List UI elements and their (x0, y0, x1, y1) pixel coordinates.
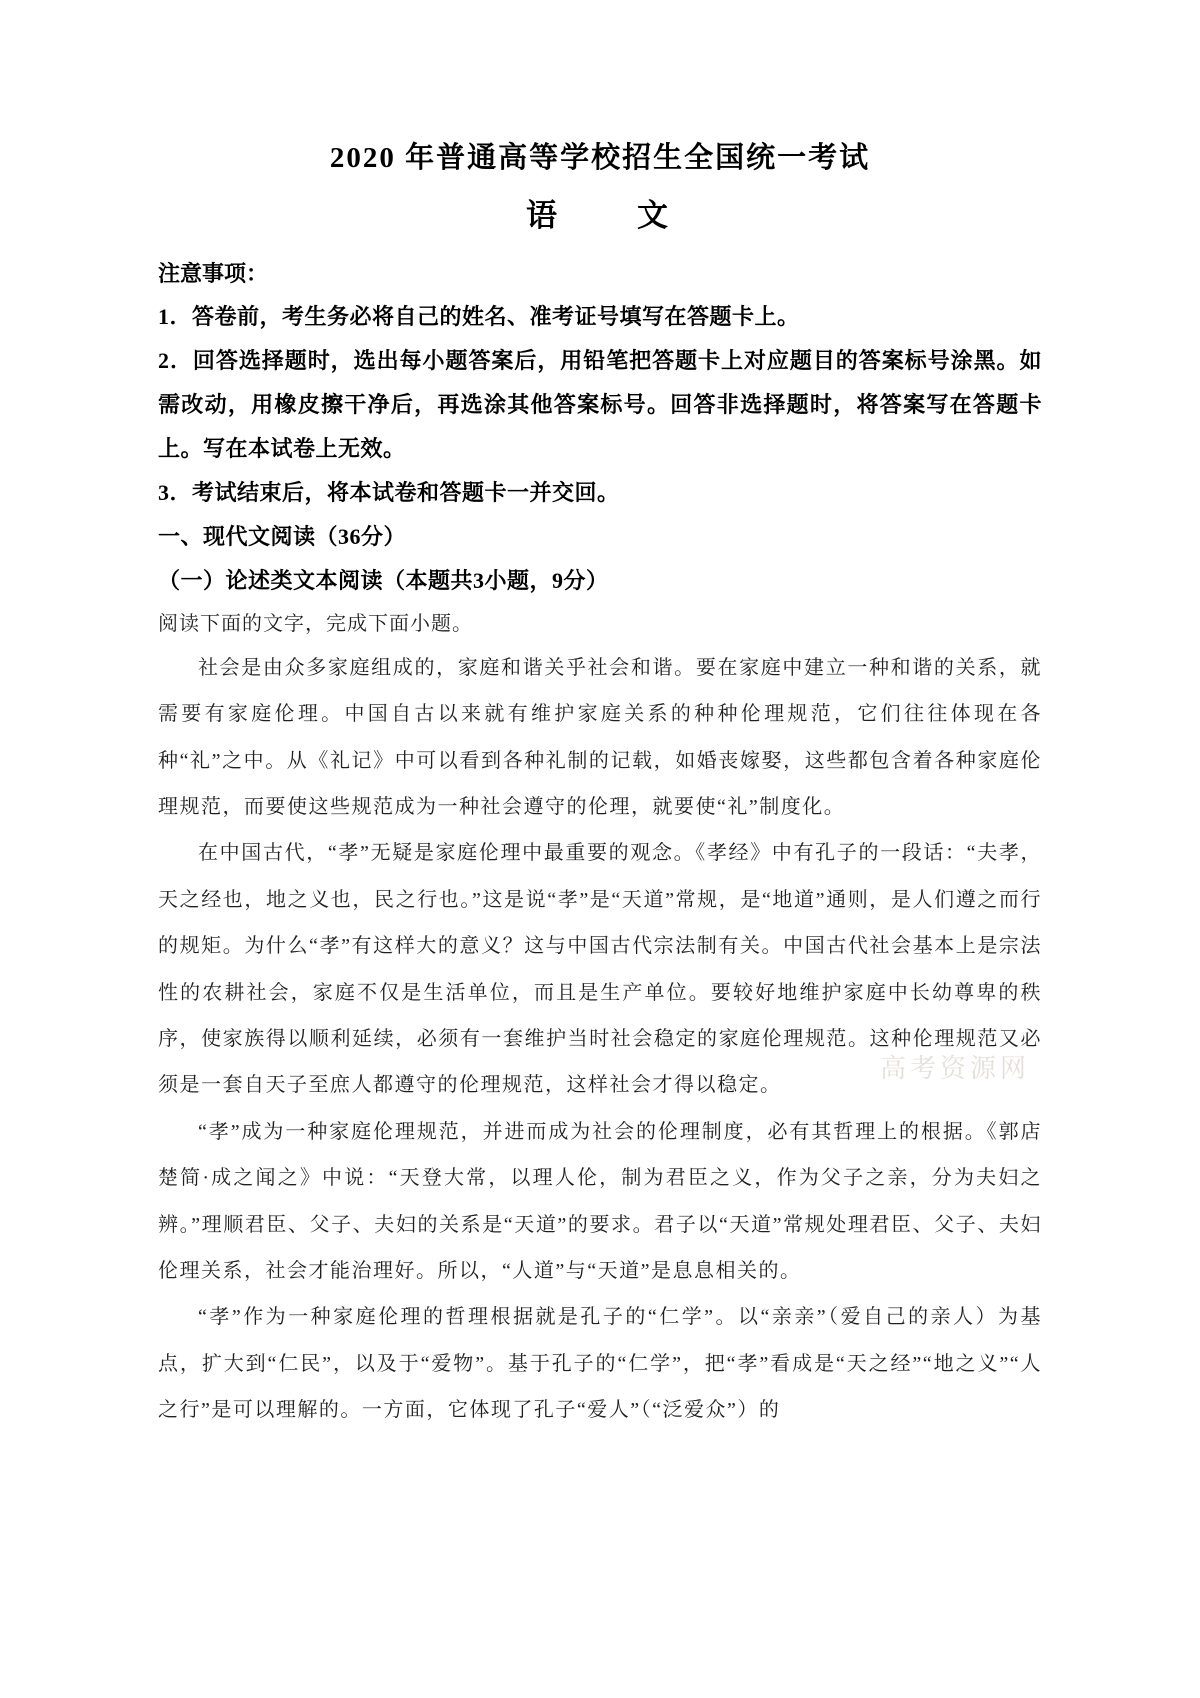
passage-paragraph-4: “孝”作为一种家庭伦理的哲理根据就是孔子的“仁学”。以“亲亲”（爱自己的亲人）为基点，扩大到“仁民”，以及于“爱物”。基于孔子的“仁学”，把“孝”看成是“天之经”“地之义”“人之行”是可以理解的。一方面，它体现了孔子“爱人”（“泛爱众”）的 (158, 1306, 1042, 1422)
passage-paragraph-2: 在中国古代，“孝”无疑是家庭伦理中最重要的观念。《孝经》中有孔子的一段话：“夫孝，天之经也，地之义也，民之行也。”这是说“孝”是“天道”常规，是“地道”通则，是人们遵之而行的规矩。为什么“孝”有这样大的意义？这与中国古代宗法制有关。中国古代社会基本上是宗法性的农耕社会，家庭不仅是生活单位，而且是生产单位。要较好地维护家庭中长幼尊卑的秩序，使家族得以顺利延续，必须有一套维护当时社会稳定的家庭伦理规范。这种伦理规范又必须是一套自天子至庶人都遵守的伦理规范，这样社会才得以稳定。 (158, 842, 1042, 1097)
reading-instruction: 阅读下面的文字，完成下面小题。 (158, 612, 473, 635)
passage-paragraph-3: “孝”成为一种家庭伦理规范，并进而成为社会的伦理制度，必有其哲理上的根据。《郭店楚简·成之闻之》中说：“天登大常，以理人伦，制为君臣之义，作为父子之亲，分为夫妇之辨。”理顺君臣、父子、夫妇的关系是“天道”的要求。君子以“天道”常规处理君臣、父子、夫妇伦理关系，社会才能治理好。所以，“人道”与“天道”是息息相关的。 (158, 1120, 1042, 1282)
passage-paragraph-1: 社会是由众多家庭组成的，家庭和谐关乎社会和谐。要在家庭中建立一种和谐的关系，就需要有家庭伦理。中国自古以来就有维护家庭关系的种种伦理规范，它们往往体现在各种“礼”之中。从《礼记》中可以看到各种礼制的记载，如婚丧嫁娶，这些都包含着各种家庭伦理规范，而要使这些规范成为一种社会遵守的伦理，就要使“礼”制度化。 (158, 656, 1042, 819)
notice-item-1: 1．答卷前，考生务必将自己的姓名、准考证号填写在答题卡上。 (158, 303, 800, 329)
section-heading-modern-reading: 一、现代文阅读（36分） (158, 523, 407, 549)
notice-item-3: 3．考试结束后，将本试卷和答题卡一并交回。 (158, 479, 620, 505)
watermark: 高考资源网 (880, 1054, 1031, 1083)
notice-heading: 注意事项： (158, 261, 269, 287)
exam-subject: 语 文 (526, 197, 674, 233)
exam-title: 2020 年普通高等学校招生全国统一考试 (329, 142, 871, 174)
notice-item-2: 2．回答选择题时，选出每小题答案后，用铅笔把答题卡上对应题目的答案标号涂黑。如需改动，用橡皮擦干净后，再选涂其他答案标号。回答非选择题时，将答案写在答题卡上。写在本试卷上无效。 (158, 347, 1042, 461)
subsection-heading-argumentative-text: （一）论述类文本阅读（本题共3小题，9分） (158, 567, 609, 593)
exam-paper-page (158, 138, 1042, 1434)
